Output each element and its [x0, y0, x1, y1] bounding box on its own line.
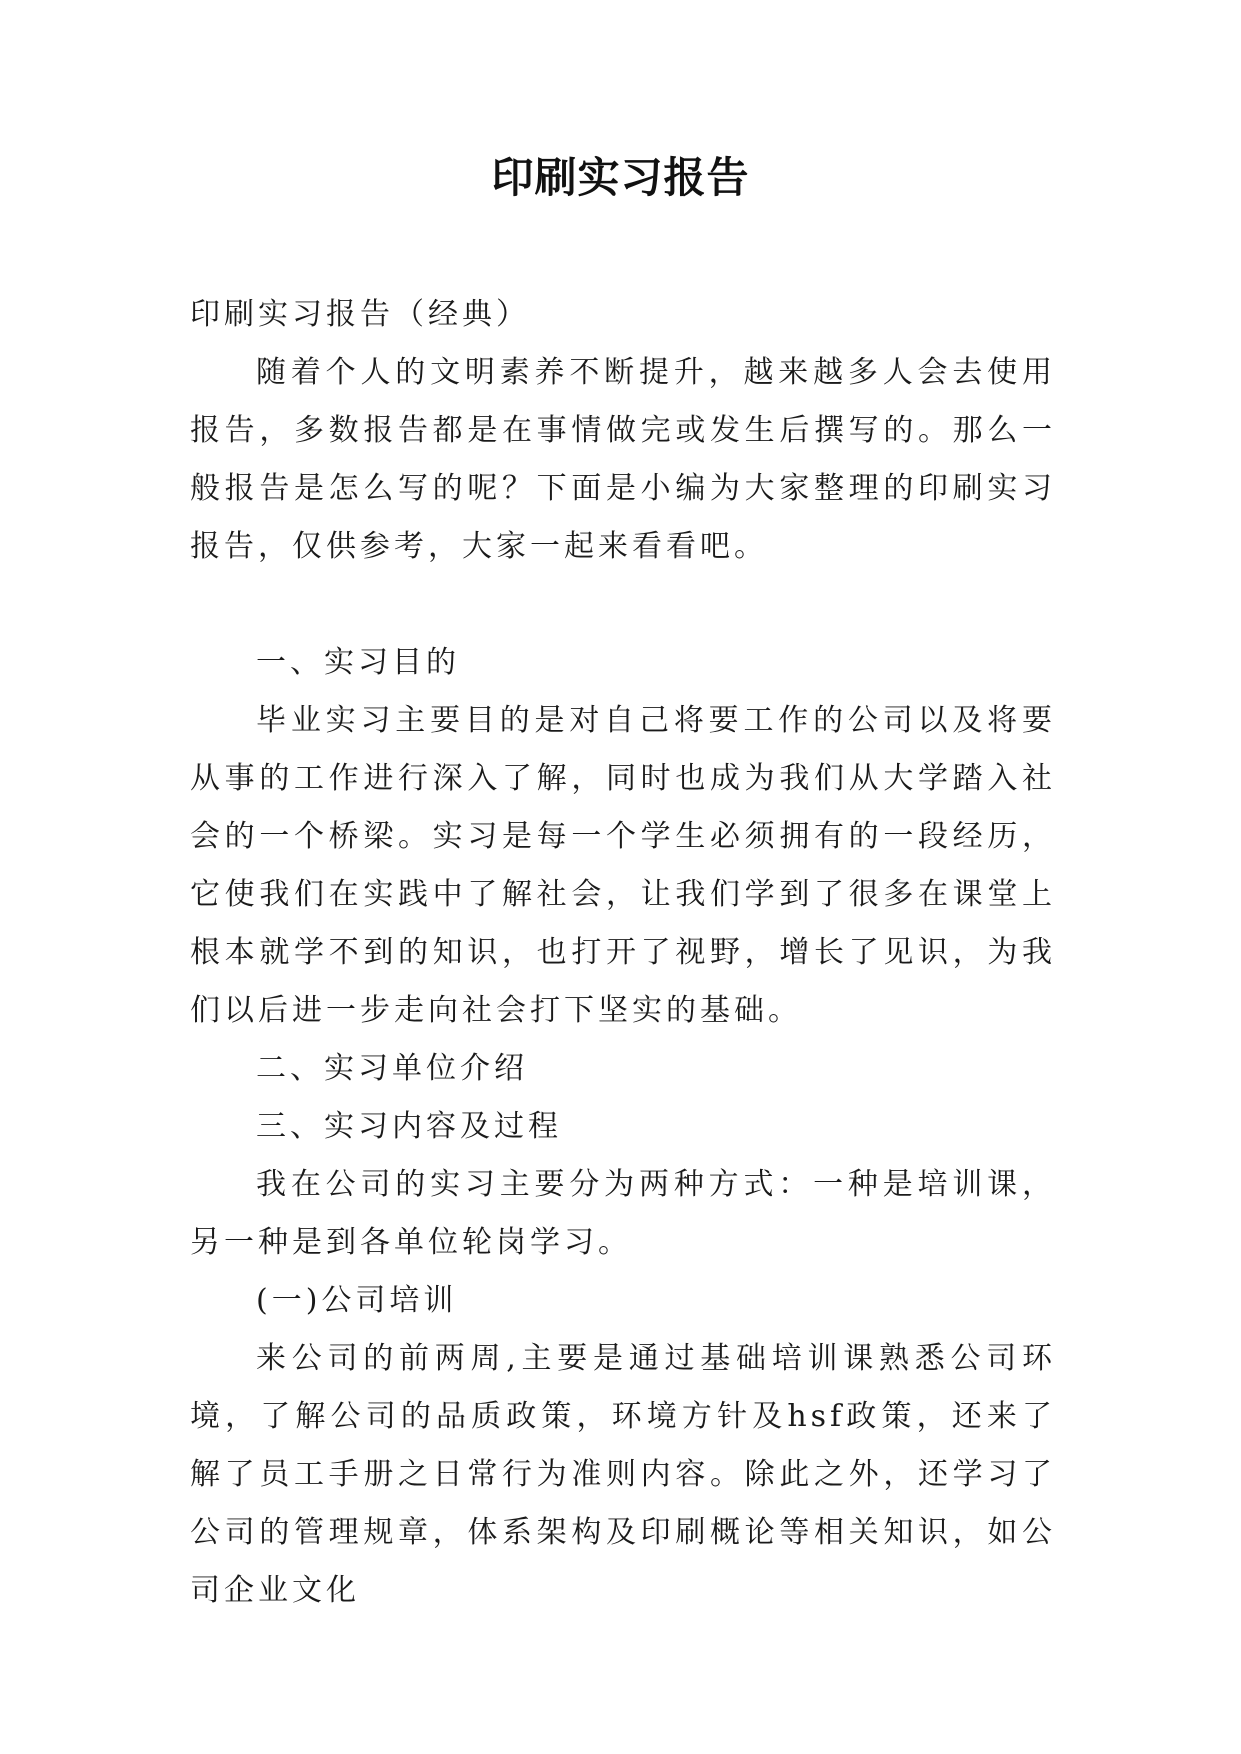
- document-title: 印刷实习报告: [491, 153, 750, 202]
- document-subtitle: 印刷实习报告（经典）: [190, 297, 530, 332]
- subsection-heading-training: (一)公司培训: [256, 1283, 458, 1318]
- section-paragraph-purpose: 毕业实习主要目的是对自己将要工作的公司以及将要从事的工作进行深入了解，同时也成为我们从大学踏入社会的一个桥梁。实习是每一个学生必须拥有的一段经历，它使我们在实践中了解社会，让我们学到了很多在课堂上根本就学不到的知识，也打开了视野，增长了见识，为我们以后进一步走向社会打下坚实的基础。: [190, 703, 1056, 1028]
- section-heading-content: 三、实习内容及过程: [256, 1109, 562, 1144]
- paragraph-gap: [190, 576, 1056, 634]
- document-body: [190, 286, 1056, 1620]
- intro-paragraph: 随着个人的文明素养不断提升，越来越多人会去使用报告，多数报告都是在事情做完或发生后撰写的。那么一般报告是怎么写的呢？下面是小编为大家整理的印刷实习报告，仅供参考，大家一起来看看吧。: [190, 355, 1056, 564]
- subsection-paragraph-training: 来公司的前两周,主要是通过基础培训课熟悉公司环境，了解公司的品质政策，环境方针及hsf政策，还来了解了员工手册之日常行为准则内容。除此之外，还学习了公司的管理规章，体系架构及印刷概论等相关知识，如公司企业文化: [190, 1341, 1056, 1608]
- section-heading-unit: 二、实习单位介绍: [256, 1051, 528, 1086]
- section-paragraph-content: 我在公司的实习主要分为两种方式：一种是培训课，另一种是到各单位轮岗学习。: [190, 1167, 1056, 1260]
- section-heading-purpose: 一、实习目的: [256, 645, 460, 680]
